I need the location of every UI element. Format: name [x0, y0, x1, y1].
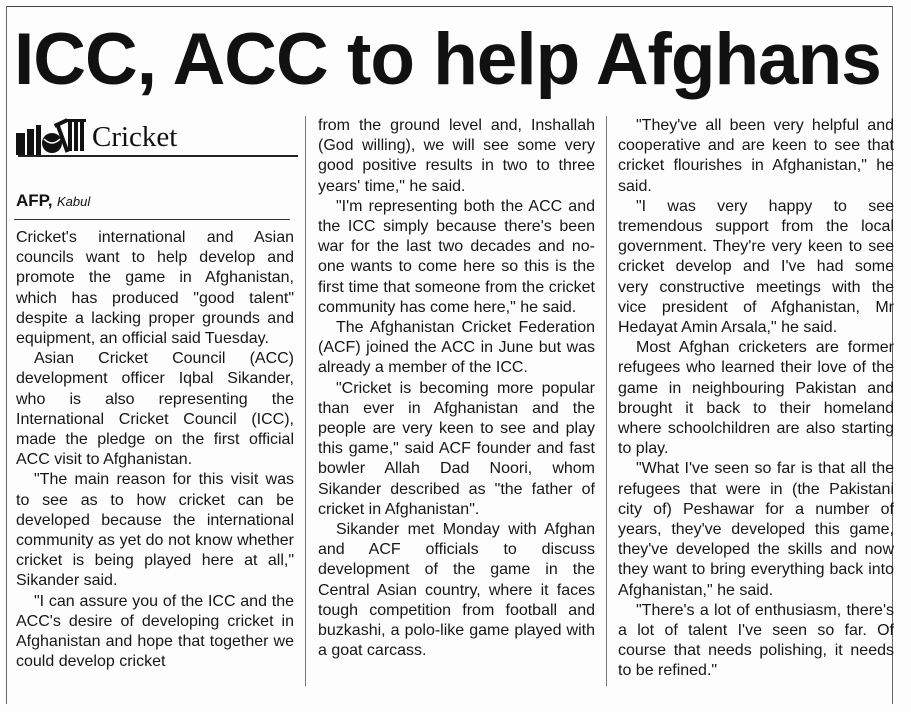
- paragraph: "What I've seen so far is that all the refugees that were in (the Pakistani city of) Peshawar for a number of years, they've developed this game, they've developed the skills and now they want to bring everything back into Afghanistan," he said.: [618, 460, 894, 599]
- paragraph: "I can assure you of the ICC and the ACC's desire of developing cricket in Afghanistan and hope that together we could develop cricket: [16, 592, 294, 671]
- section-kicker: [14, 117, 294, 157]
- paragraph: "The main reason for this visit was to see as to how cricket can be developed because the international community as yet do not know whether cricket is being played here at all," Sikander said.: [16, 471, 294, 590]
- section-label: Cricket: [92, 121, 178, 153]
- paragraph: Most Afghan cricketers are former refugees who learned their love of the game in neighbouring Pakistan and brought it back to their homeland where schoolchildren are also starting to play.: [618, 339, 894, 458]
- paragraph: The Afghanistan Cricket Federation (ACF) joined the ACC in June but was already a member of the ICC.: [318, 319, 595, 377]
- byline-place: Kabul: [57, 194, 91, 209]
- article-column-3: [618, 116, 894, 694]
- paragraph: Cricket's international and Asian councils want to help develop and promote the game in Afghanistan, which has produced "good talent" despite a lacking proper grounds and equipment, an official said Tuesday.: [16, 229, 294, 348]
- paragraph: Sikander met Monday with Afghan and ACF officials to discuss development of the game in the Central Asian country, where it faces tough competition from football and buzkashi, a polo-like game played with a goat carcass.: [318, 521, 595, 660]
- byline-rule: [14, 219, 290, 220]
- paragraph: "I was very happy to see tremendous support from the local government. They're very keen to see cricket develop and I've had some very constructive meetings with the vice president of Afghanistan, Mr Hedayat Amin Arsala," he said.: [618, 197, 894, 337]
- top-border-rule: [6, 6, 892, 7]
- paragraph: "Cricket is becoming more popular than ever in Afghanistan and the people are very keen to see and play this game," said ACF founder and fast bowler Allah Dad Noori, whom Sikander described as "the father of cricket in Afghanistan".: [318, 379, 595, 518]
- left-border-rule: [6, 6, 7, 704]
- article-column-1: [16, 228, 294, 686]
- paragraph: "I'm representing both the ACC and the ICC simply because there's been war for the last two decades and no-one wants to come here so this is the first time that someone from the cricket community has come here," he said.: [318, 197, 595, 316]
- article-headline: ICC, ACC to help Afghans: [14, 19, 881, 100]
- paragraph: from the ground level and, Inshallah (God willing), we will see some very good positive results in two to three years' time," he said.: [318, 117, 595, 195]
- byline: [16, 188, 286, 214]
- paragraph: Asian Cricket Council (ACC) development officer Iqbal Sikander, who is also representing the International Cricket Council (ICC), made the pledge on the first official ACC visit to Afghanistan.: [16, 350, 294, 469]
- kicker-underline: [18, 155, 298, 157]
- paragraph: "There's a lot of enthusiasm, there's a lot of talent I've seen so far. Of course that needs polishing, it needs to be refined.": [618, 601, 894, 680]
- column-divider: [606, 116, 607, 686]
- column-divider: [305, 116, 306, 686]
- paragraph: "They've all been very helpful and cooperative and are keen to see that cricket flourishes in Afghanistan," he said.: [618, 117, 894, 195]
- byline-agency: AFP,: [16, 191, 53, 210]
- cricket-icon: [14, 117, 92, 157]
- article-column-2: [318, 116, 595, 694]
